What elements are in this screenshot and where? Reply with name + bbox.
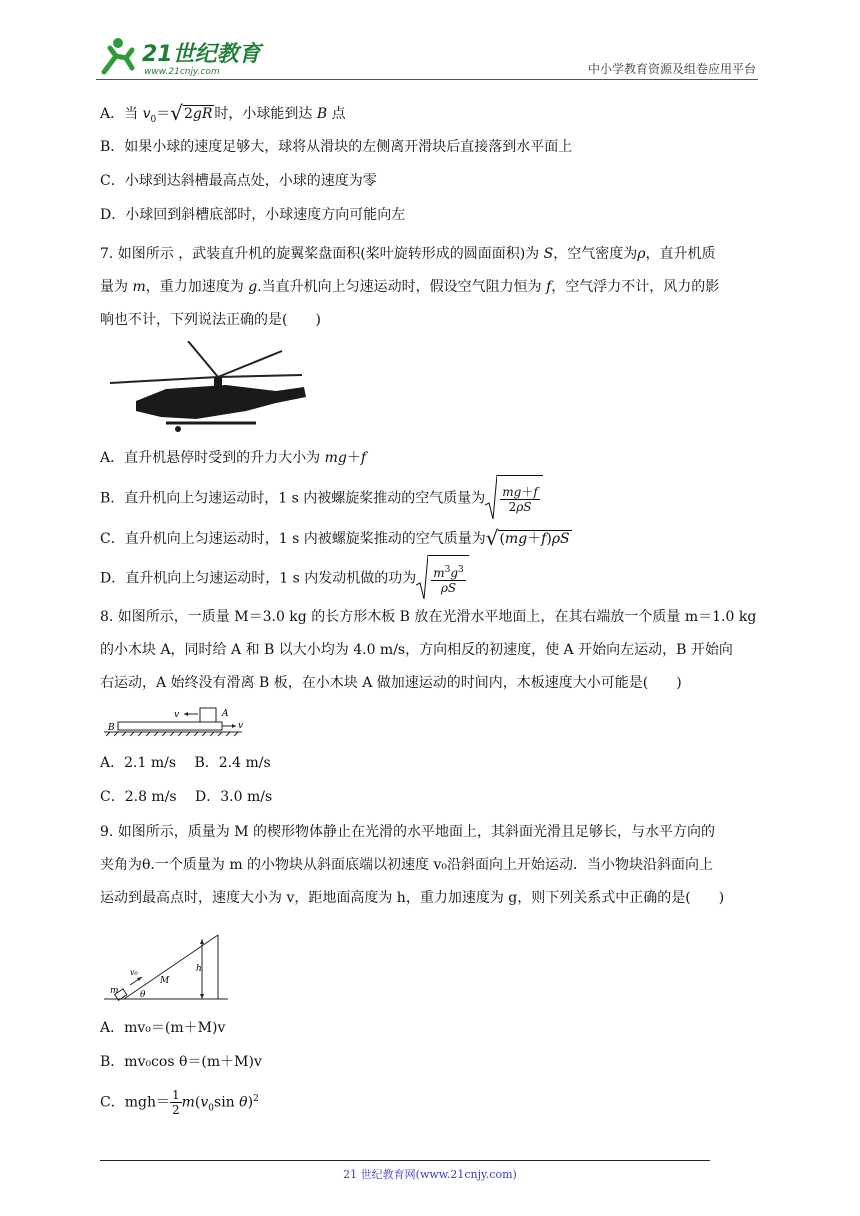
- q8-stem: 8. 如图所示，一质量 M＝3.0 kg 的长方形木板 B 放在光滑水平地面上，在其右端放一个质量 m＝1.0 kg 的小木块 A，同时给 A 和 B 以大小均为 4.0 m/s，方向相反的初速度，使 A 开始向左运动，B 开始向 右运动，A 始终没有滑离 B 板，在小木块 A 做加速运动的时间内，木板速度大小可能是( ): [100, 609, 757, 691]
- helicopter-figure: [100, 337, 762, 441]
- svg-text:v: v: [174, 710, 180, 720]
- q8-options-ab: A．2.1 m/s B．2.4 m/s: [100, 755, 271, 771]
- q6-option-a: A．当 $v_0=√2gR$ 时，小球能到达 B 点: [100, 101, 346, 125]
- q6-option-c: C．小球到达斜槽最高点处，小球的速度为零: [100, 173, 377, 189]
- q7-option-d: D．直升机向上匀速运动时，1 s 内发动机做的功为 $\frac{m^3g^3}{\rho S}$: [100, 555, 762, 601]
- logo-title: 21世纪教育: [142, 42, 261, 67]
- q7-option-b: B．直升机向上匀速运动时，1 s 内被螺旋桨推动的空气质量为 $\frac{mg+f}{2\rho S}$: [100, 475, 762, 521]
- svg-text:θ: θ: [140, 990, 146, 1000]
- helicopter-image: [106, 341, 316, 441]
- wedge-figure: [100, 915, 762, 1011]
- q9-option-b: B．mv₀cos θ＝(m＋M)v: [100, 1054, 262, 1070]
- svg-text:A: A: [222, 709, 229, 719]
- footer-divider: [100, 1160, 710, 1161]
- header-divider: [96, 79, 758, 80]
- platform-name: 中小学教育资源及组卷应用平台: [587, 62, 756, 76]
- q7-stem: 7. 如图所示 ，武装直升机的旋翼桨盘面积(桨叶旋转形成的圆面面积)为 S，空气密度为ρ，直升机质 量为 m，重力加速度为 g.当直升机向上匀速运动时，假设空气阻力恒为 f，空气浮力不计，风力的影 响也不计，下列说法正确的是( ): [100, 246, 720, 328]
- svg-text:M: M: [160, 976, 170, 986]
- svg-text:m: m: [110, 986, 119, 996]
- svg-text:v: v: [238, 721, 244, 731]
- svg-text:h: h: [196, 964, 202, 974]
- svg-text:v₀: v₀: [130, 968, 138, 977]
- q6-option-d: D．小球回到斜槽底部时，小球速度方向可能向左: [100, 207, 406, 223]
- q7-option-a: A．直升机悬停时受到的升力大小为 mg＋f: [100, 450, 366, 466]
- page-header: [0, 0, 860, 80]
- q9-option-c: C．mgh＝ $\frac{1}{2}$ $m(v_0\sin$ θ)$^2$: [100, 1088, 259, 1118]
- document-body: [100, 96, 762, 1119]
- q8-options-cd: C．2.8 m/s D．3.0 m/s: [100, 789, 273, 805]
- board-block-figure: [100, 700, 762, 746]
- site-logo: [96, 34, 266, 78]
- q9-option-a: A．mv₀＝(m＋M)v: [100, 1020, 226, 1036]
- svg-text:B: B: [108, 723, 115, 733]
- q6-option-b: B．如果小球的速度足够大，球将从滑块的左侧离开滑块后直接落到水平面上: [100, 139, 573, 155]
- q7-option-c: C．直升机向上匀速运动时，1 s 内被螺旋桨推动的空气质量为√(mg＋f)ρS: [100, 526, 570, 550]
- footer-text: 21 世纪教育网(www.21cnjy.com): [343, 1168, 517, 1181]
- logo-url: www.21cnjy.com: [144, 67, 220, 77]
- q9-stem: 9. 如图所示，质量为 M 的楔形物体静止在光滑的水平地面上，其斜面光滑且足够长，与水平方向的 夹角为θ.一个质量为 m 的小物块从斜面底端以初速度 v₀沿斜面向上开始运动．当小物块沿斜面向上 运动到最高点时，速度大小为 v，距地面高度为 h，重力加速度为 g，则下列关系式中正确的是( ): [100, 824, 725, 906]
